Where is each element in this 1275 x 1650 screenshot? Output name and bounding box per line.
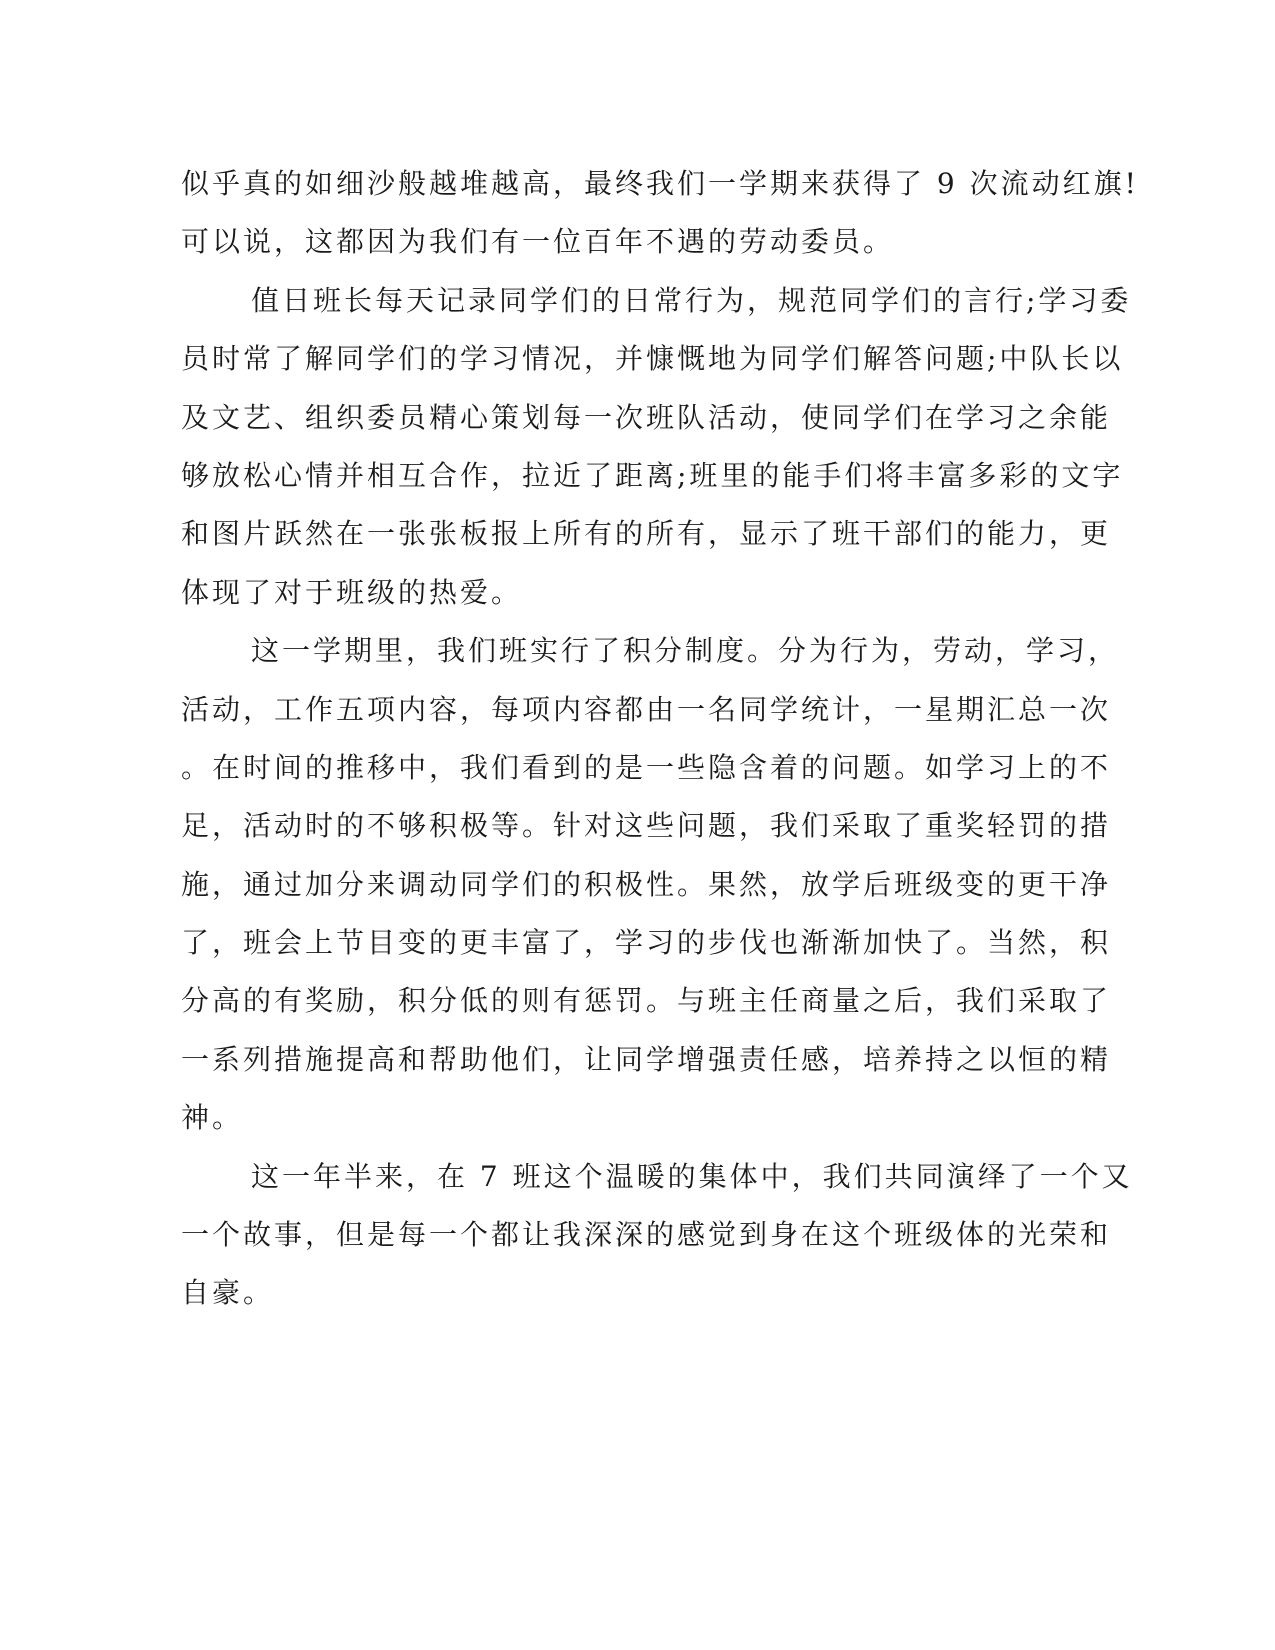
body-line: 自豪。	[181, 1276, 275, 1310]
body-line: 够放松心情并相互合作，拉近了距离;班里的能手们将丰富多彩的文字	[181, 458, 1124, 492]
body-line: 足，活动时的不够积极等。针对这些问题，我们采取了重奖轻罚的措	[181, 809, 1112, 843]
document-body	[181, 155, 1139, 1323]
body-line: 和图片跃然在一张张板报上所有的所有，显示了班干部们的能力，更	[181, 517, 1112, 551]
body-line: 一系列措施提高和帮助他们，让同学增强责任感，培养持之以恒的精	[181, 1042, 1112, 1076]
body-line: 了，班会上节目变的更丰富了，学习的步伐也渐渐加快了。当然，积	[181, 926, 1112, 960]
body-line: 神。	[181, 1101, 244, 1135]
body-line: 分高的有奖励，积分低的则有惩罚。与班主任商量之后，我们采取了	[181, 984, 1112, 1018]
body-line: 施，通过加分来调动同学们的积极性。果然，放学后班级变的更干净	[181, 867, 1112, 901]
paragraph-first-line: 这一年半来，在 7 班这个温暖的集体中，我们共同演绎了一个又	[251, 1159, 1133, 1193]
body-line: 及文艺、组织委员精心策划每一次班队活动，使同学们在学习之余能	[181, 400, 1112, 434]
body-line: 体现了对于班级的热爱。	[181, 575, 523, 609]
paragraph-first-line: 这一学期里，我们班实行了积分制度。分为行为，劳动，学习，	[251, 634, 1120, 668]
body-line: 员时常了解同学们的学习情况，并慷慨地为同学们解答问题;中队长以	[181, 342, 1124, 376]
body-line: 一个故事，但是每一个都让我深深的感觉到身在这个班级体的光荣和	[181, 1218, 1112, 1252]
paragraph-first-line: 值日班长每天记录同学们的日常行为，规范同学们的言行;学习委	[251, 283, 1132, 317]
body-line: 似乎真的如细沙般越堆越高，最终我们一学期来获得了 9 次流动红旗!	[181, 167, 1139, 200]
body-line: 活动，工作五项内容，每项内容都由一名同学统计，一星期汇总一次	[181, 692, 1112, 726]
body-line: 。在时间的推移中，我们看到的是一些隐含着的问题。如学习上的不	[181, 750, 1112, 784]
body-line: 可以说，这都因为我们有一位百年不遇的劳动委员。	[181, 225, 895, 259]
